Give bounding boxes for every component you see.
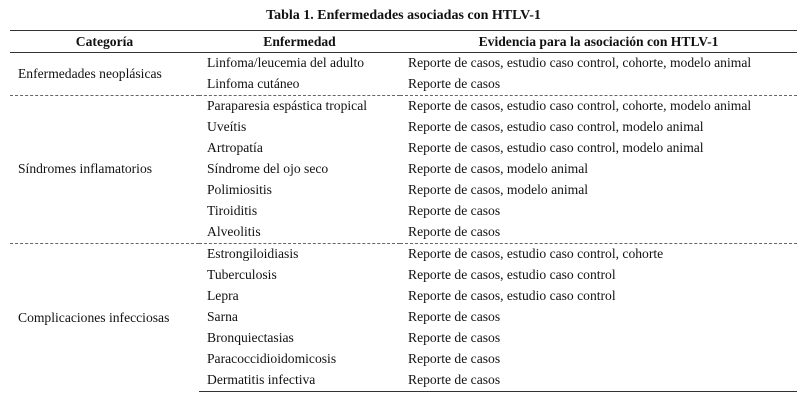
disease-cell: Paracoccidioidomicosis [207, 351, 337, 367]
disease-cell: Tuberculosis [207, 267, 277, 283]
evidence-cell: Reporte de casos, estudio caso control, cohorte, modelo animal [400, 96, 797, 118]
category-cell: Síndromes inflamatorios [10, 96, 199, 244]
disease-cell: Dermatitis infectiva [199, 370, 400, 392]
htlv-diseases-table [10, 30, 797, 392]
header-category: Categoría [10, 31, 199, 53]
disease-cell: Artropatía [207, 140, 263, 156]
evidence-cell: Reporte de casos, estudio caso control [408, 288, 616, 304]
evidence-cell: Reporte de casos [400, 370, 797, 392]
disease-cell: Paraparesia espástica tropical [199, 96, 400, 118]
evidence-cell: Reporte de casos, estudio caso control, cohorte, modelo animal [400, 53, 797, 75]
table-container [10, 6, 797, 392]
evidence-cell: Reporte de casos [408, 351, 501, 367]
disease-cell: Estrongiloidiasis [199, 244, 400, 266]
evidence-cell: Reporte de casos [408, 224, 501, 240]
evidence-cell: Reporte de casos, estudio caso control [408, 267, 616, 283]
disease-cell: Lepra [207, 288, 239, 304]
disease-cell: Linfoma/leucemia del adulto [199, 53, 400, 75]
table-row [10, 53, 797, 75]
disease-cell: Bronquiectasias [207, 330, 294, 346]
evidence-cell: Reporte de casos [408, 203, 501, 219]
evidence-cell: Reporte de casos [408, 309, 501, 325]
evidence-cell: Reporte de casos, estudio caso control, cohorte [400, 244, 797, 266]
header-disease: Enfermedad [199, 31, 400, 53]
category-cell: Enfermedades neoplásicas [10, 53, 199, 96]
evidence-cell: Reporte de casos, modelo animal [408, 182, 589, 198]
disease-cell: Síndrome del ojo seco [207, 161, 329, 177]
disease-cell: Alveolitis [207, 224, 261, 240]
disease-cell: Sarna [207, 309, 238, 325]
disease-cell: Uveítis [207, 119, 247, 135]
evidence-cell: Reporte de casos, estudio caso control, modelo animal [408, 119, 704, 135]
disease-cell: Tiroiditis [207, 203, 258, 219]
header-evidence: Evidencia para la asociación con HTLV-1 [400, 31, 797, 53]
evidence-cell: Reporte de casos, estudio caso control, modelo animal [408, 140, 704, 156]
category-cell: Complicaciones infecciosas [10, 244, 199, 392]
table-title: Tabla 1. Enfermedades asociadas con HTLV-1 [266, 8, 541, 23]
evidence-cell: Reporte de casos [408, 76, 501, 92]
disease-cell: Polimiositis [207, 182, 272, 198]
evidence-cell: Reporte de casos, modelo animal [408, 161, 589, 177]
table-row [10, 96, 797, 118]
table-header-row [10, 31, 797, 53]
table-body [10, 53, 797, 392]
disease-cell: Linfoma cutáneo [207, 76, 300, 92]
table-row [10, 244, 797, 266]
evidence-cell: Reporte de casos [408, 330, 501, 346]
